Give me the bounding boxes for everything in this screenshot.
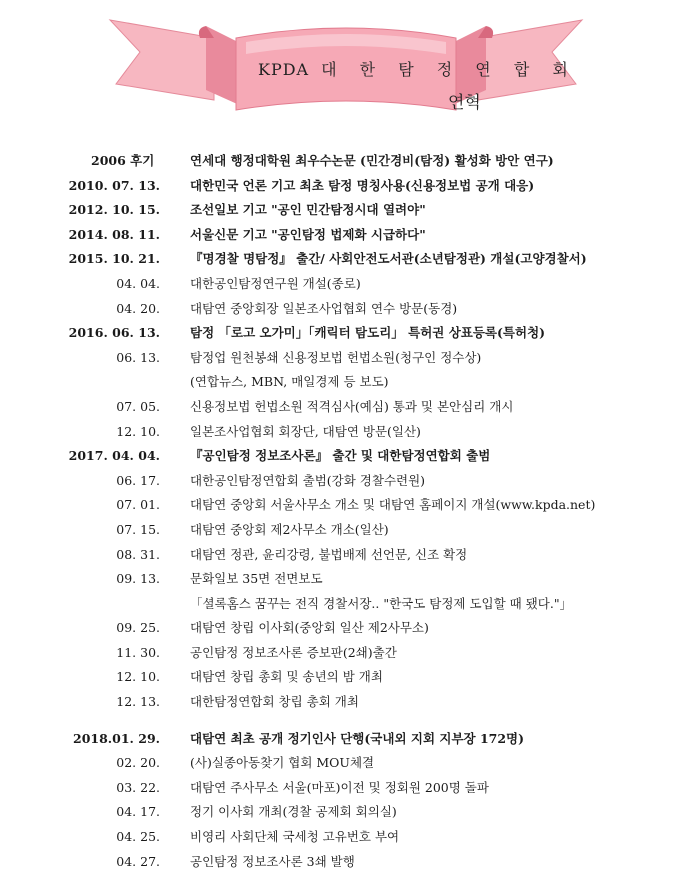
timeline-event: 대한공인탐정연구원 개설(종로) (190, 275, 361, 291)
timeline-row (0, 346, 694, 371)
timeline-row (0, 174, 694, 199)
timeline-row (0, 825, 694, 850)
timeline-event: 공인탐정 정보조사론 증보판(2쇄)출간 (190, 644, 397, 660)
timeline-event: 조선일보 기고 "공인 민간탐정시대 열려야" (190, 202, 426, 218)
timeline-date: 04. 20. (116, 300, 160, 316)
timeline-row (0, 751, 694, 776)
timeline-date: 09. 25. (116, 620, 160, 636)
timeline-date: 2018.01. 29. (73, 730, 160, 746)
timeline-event: 대한공인탐정연합회 출범(강화 경찰수련원) (190, 472, 426, 488)
timeline-row (0, 665, 694, 690)
timeline-row (0, 370, 694, 395)
timeline-date: 2017. 04. 04. (68, 448, 160, 464)
timeline-row (0, 444, 694, 469)
timeline-row (0, 223, 694, 248)
timeline-row (0, 198, 694, 223)
timeline-date: 04. 04. (116, 275, 160, 291)
timeline-row (0, 616, 694, 641)
timeline-row (0, 592, 694, 617)
timeline-event: 대탐연 주사무소 서울(마포)이전 및 정회원 200명 돌파 (190, 779, 489, 795)
timeline-row (0, 469, 694, 494)
timeline-event: 대탐연 정관, 윤리강령, 불법배제 선언문, 신조 확정 (190, 546, 468, 562)
timeline-date: 2015. 10. 21. (68, 251, 160, 267)
timeline-event: 대한민국 언론 기고 최초 탐정 명칭사용(신용정보법 공개 대응) (190, 177, 535, 193)
timeline-row (0, 543, 694, 568)
timeline-date: 12. 10. (116, 423, 160, 439)
timeline-event: (연합뉴스, MBN, 매일경제 등 보도) (190, 374, 389, 390)
timeline-event: 서울신문 기고 "공인탐정 법제화 시급하다" (190, 226, 426, 242)
timeline-date: 12. 13. (116, 694, 160, 710)
timeline-date: 04. 17. (116, 804, 160, 820)
timeline-date: 2006 후기 (91, 153, 155, 168)
timeline-event: 비영리 사회단체 국세청 고유번호 부여 (190, 829, 400, 845)
timeline-event: 탐정업 원천봉쇄 신용정보법 헌법소원(청구인 정수상) (190, 349, 482, 365)
timeline-event: (사)실종아동찾기 협회 MOU체결 (190, 755, 375, 771)
timeline-row (0, 149, 694, 174)
timeline-date: 2014. 08. 11. (68, 226, 160, 242)
timeline-date: 2010. 07. 13. (68, 177, 160, 193)
banner-title (258, 57, 577, 80)
timeline-date: 06. 17. (116, 472, 160, 488)
timeline-row (0, 493, 694, 518)
timeline-event: 대탐연 중앙회장 일본조사업협회 연수 방문(동경) (190, 300, 458, 316)
timeline-row (0, 800, 694, 825)
history-timeline (0, 149, 694, 874)
timeline-date: 09. 13. (116, 571, 160, 587)
timeline-row (0, 641, 694, 666)
timeline-date: 04. 27. (116, 853, 160, 869)
timeline-event: 대탐연 중앙회 서울사무소 개소 및 대탐연 홈페이지 개설(www.kpda.net) (190, 497, 596, 513)
timeline-row (0, 247, 694, 272)
timeline-event: 일본조사업협회 회장단, 대탐연 방문(일산) (190, 423, 421, 439)
timeline-row (0, 518, 694, 543)
timeline-row (0, 727, 694, 752)
timeline-row (0, 321, 694, 346)
timeline-date: 07. 05. (116, 398, 160, 414)
timeline-row (0, 776, 694, 801)
timeline-row (0, 297, 694, 322)
timeline-date: 02. 20. (116, 755, 160, 771)
timeline-event: 대탐연 최초 공개 정기인사 단행(국내외 지회 지부장 172명) (190, 730, 525, 746)
timeline-date: 07. 15. (116, 521, 160, 537)
timeline-event: 대탐연 창립 이사회(중앙회 일산 제2사무소) (190, 620, 429, 636)
timeline-event: 『명경찰 명탐정』 출간/ 사회안전도서관(소년탐정관) 개설(고양경찰서) (190, 251, 587, 267)
timeline-row (0, 690, 694, 715)
timeline-date: 04. 25. (116, 829, 160, 845)
timeline-row (0, 395, 694, 420)
timeline-event: 「셜록홈스 꿈꾸는 전직 경찰서장.. "한국도 탐정제 도입할 때 됐다."」 (190, 595, 573, 611)
timeline-date: 12. 10. (116, 669, 160, 685)
timeline-date: 2012. 10. 15. (68, 202, 160, 218)
timeline-row (0, 850, 694, 874)
timeline-event: 『공인탐정 정보조사론』 출간 및 대한탐정연합회 출범 (190, 448, 491, 464)
timeline-event: 공인탐정 정보조사론 3쇄 발행 (190, 853, 355, 869)
timeline-row (0, 567, 694, 592)
org-name: 대 한 탐 정 연 합 회 (321, 60, 577, 79)
timeline-date: 03. 22. (116, 779, 160, 795)
org-abbrev: KPDA (258, 60, 310, 79)
timeline-row (0, 420, 694, 445)
timeline-date: 07. 01. (116, 497, 160, 513)
timeline-event: 대한탐정연합회 창립 총회 개최 (190, 694, 359, 710)
timeline-event: 대탐연 중앙회 제2사무소 개소(일산) (190, 521, 389, 537)
timeline-event: 대탐연 창립 총회 및 송년의 밤 개최 (190, 669, 383, 685)
timeline-event: 신용정보법 헌법소원 적격심사(예심) 통과 및 본안심리 개시 (190, 398, 514, 414)
timeline-event: 연세대 행정대학원 최우수논문 (민간경비(탐정) 활성화 방안 연구) (190, 153, 554, 168)
timeline-row (0, 272, 694, 297)
timeline-event: 정기 이사회 개최(경찰 공제회 회의실) (190, 804, 397, 820)
timeline-date: 06. 13. (116, 349, 160, 365)
timeline-event: 문화일보 35면 전면보도 (190, 571, 323, 587)
page-subtitle: 연혁 (448, 93, 481, 113)
timeline-date: 11. 30. (116, 644, 160, 660)
timeline-date: 08. 31. (116, 546, 160, 562)
timeline-date: 2016. 06. 13. (68, 325, 160, 341)
timeline-event: 탐정 「로고 오가미」「캐릭터 탐도리」 특허권 상표등록(특허청) (190, 325, 546, 341)
